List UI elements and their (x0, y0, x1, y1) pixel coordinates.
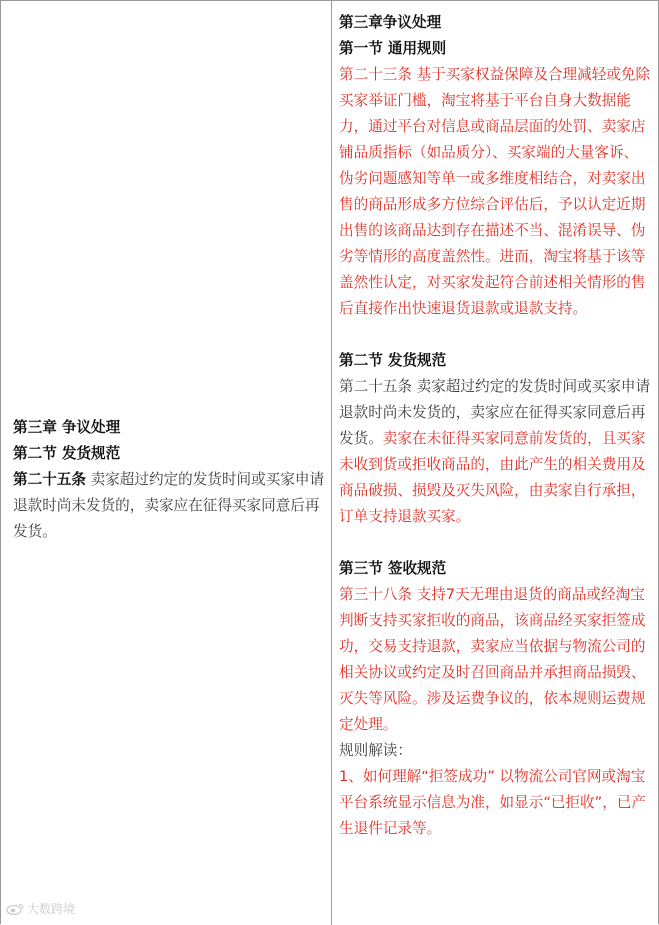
section2-heading: 第二节 发货规范 (339, 352, 447, 369)
article-25-red: 卖家在未征得买家同意前发货的，且买家未收到货或拒收商品的，由此产生的相关费用及商品破损、损毁及灭失风险，由卖家自行承担，订单支持退款买家。 (339, 430, 646, 525)
left-article-title: 第二十五条 (13, 471, 86, 488)
right-chapter-heading: 第三章争议处理 (339, 14, 442, 31)
article-23: 第二十三条 基于买家权益保障及合理减轻或免除买家举证门槛，淘宝将基于平台自身大数据能力，通过平台对信息或商品层面的处罚、卖家店铺品质指标（如品质分）、买家端的大量客诉、伪劣问题感知等单一或多维度相结合，对卖家出售的商品形成多方位综合评估后，予以认定近期出售的该商品达到存在描述不当、混淆误导、伪劣等情形的高度盖然性。进而，淘宝将基于该等盖然性认定，对买家发起符合前述相关情形的售后直接作出快速退货退款或退款支持。 (339, 66, 651, 317)
weibo-logo-icon (6, 903, 24, 915)
left-column (13, 415, 325, 545)
watermark-text: 大数跨境 (27, 902, 76, 916)
left-article-25 (13, 467, 325, 545)
left-chapter-heading: 第三章 争议处理 (13, 419, 121, 436)
section1-heading: 第一节 通用规则 (339, 40, 447, 57)
left-article-text: 卖家超过约定的发货时间或买家申请退款时尚未发货的，卖家应在征得买家同意后再发货。 (13, 471, 325, 540)
article-25-plain: 第二十五条 卖家超过约定的发货时间或买家申请退款时尚未发货的，卖家应在征得买家同意后再发货。 (339, 378, 651, 447)
section3-heading: 第三节 签收规范 (339, 560, 447, 577)
article-38: 第三十八条 支持7天无理由退货的商品或经淘宝判断支持买家拒收的商品，该商品经买家拒签成功，交易支持退款，卖家应当依据与物流公司的相关协议或约定及时召回商品并承担商品损毁、灭失等风险。涉及运费争议的，依本规则运费规定处理。 (339, 586, 646, 733)
right-column (339, 10, 651, 842)
watermark (6, 901, 75, 917)
article-25 (339, 374, 651, 530)
left-section-heading: 第二节 发货规范 (13, 445, 121, 462)
interpretation-item-1: 1、如何理解“拒签成功” 以物流公司官网或淘宝平台系统显示信息为准，如显示“已拒收”，已产生退件记录等。 (339, 768, 646, 837)
column-divider (331, 1, 332, 925)
interpretation-label: 规则解读： (339, 742, 412, 759)
